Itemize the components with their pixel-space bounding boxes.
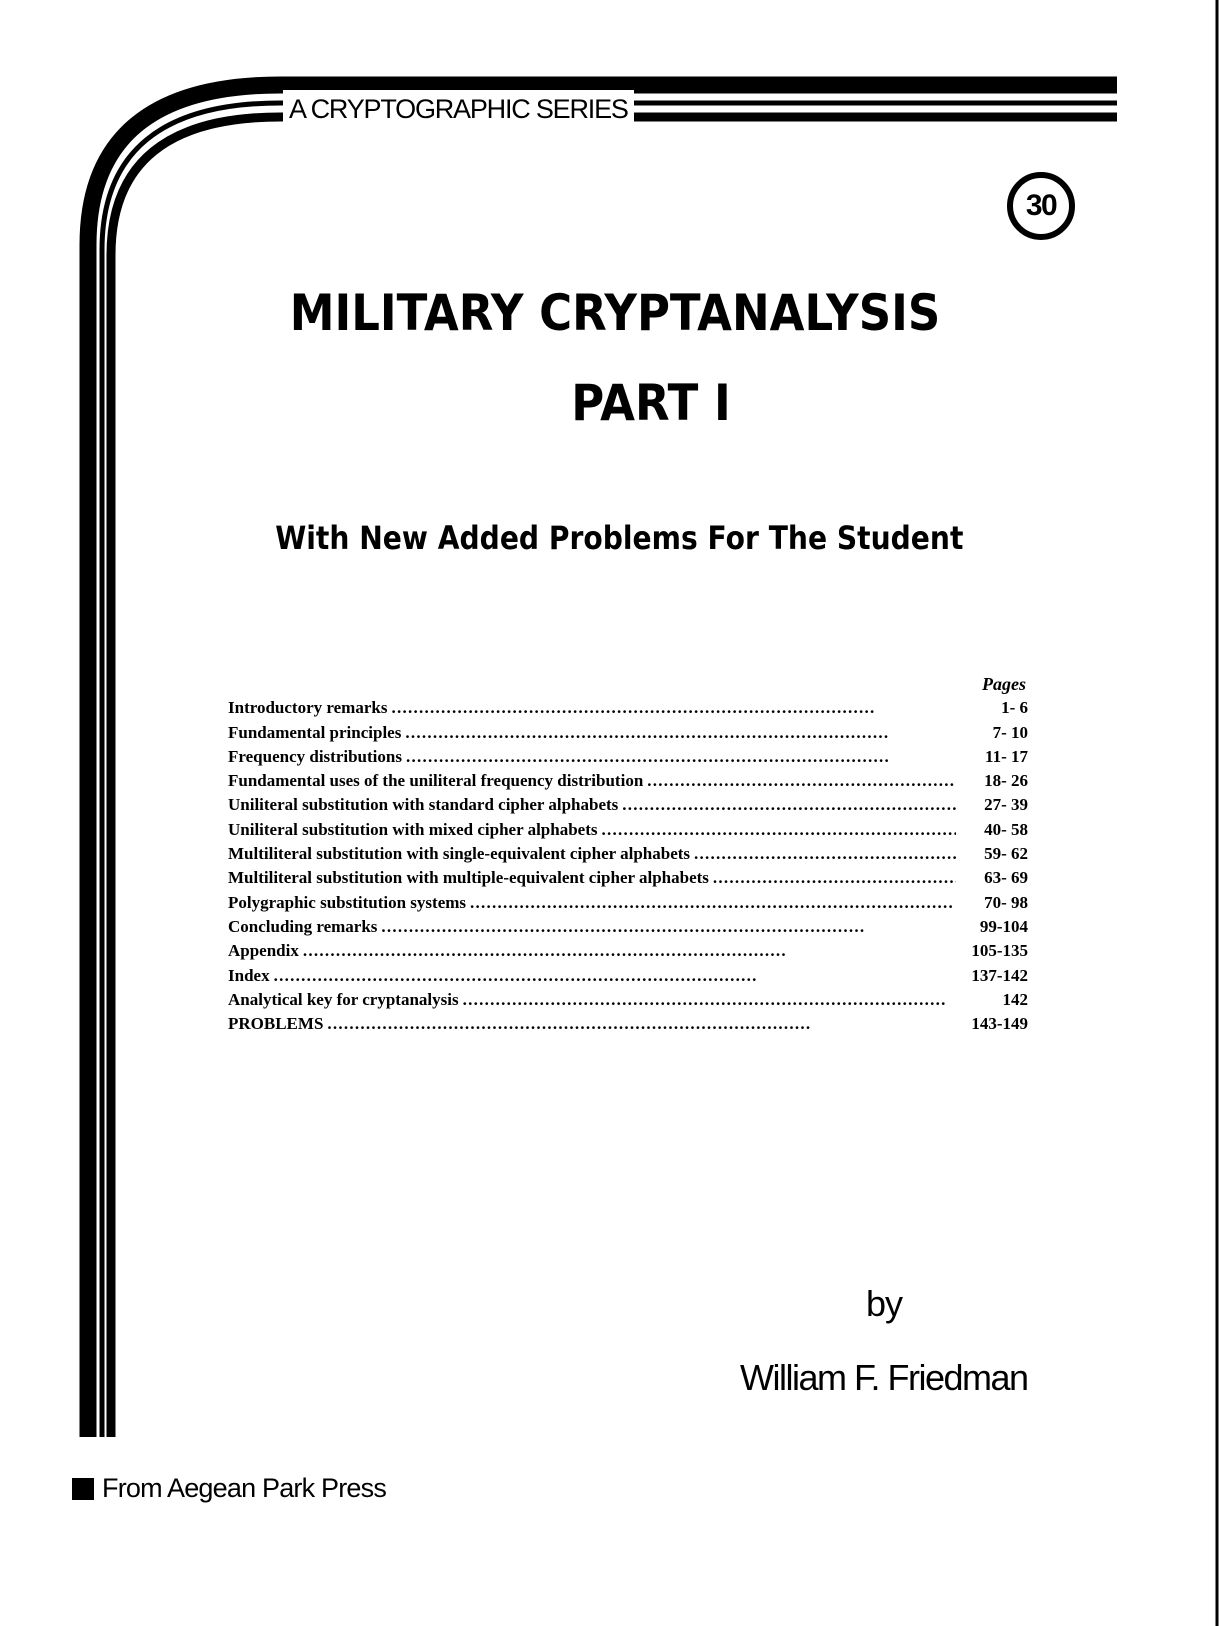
table-of-contents	[228, 672, 1028, 1036]
toc-entry-pages: 59- 62	[984, 844, 1028, 864]
toc-entry-label: Uniliteral substitution with mixed cipher alphabets	[228, 819, 598, 839]
toc-entry	[228, 915, 1028, 939]
toc-entry-label: Polygraphic substitution systems	[228, 892, 467, 912]
toc-entry-label: Index	[228, 965, 270, 985]
toc-entry-pages: 70- 98	[984, 892, 1028, 912]
toc-entry	[228, 721, 1028, 745]
toc-entry-label: Uniliteral substitution with standard cipher alphabets	[228, 795, 619, 815]
toc-entry	[228, 769, 1028, 793]
toc-entry	[228, 696, 1028, 720]
toc-leader-dots	[381, 915, 956, 939]
toc-leader-dots	[694, 842, 956, 866]
toc-entry	[228, 842, 1028, 866]
publisher-name: From Aegean Park Press	[102, 1473, 387, 1503]
toc-entry-pages: 142	[1002, 989, 1028, 1009]
volume-number-badge: 30	[1007, 172, 1075, 240]
toc-leader-dots	[327, 1012, 956, 1036]
author-name: William F. Friedman	[740, 1357, 1028, 1398]
publisher-line	[72, 1473, 386, 1504]
toc-entry-label: Fundamental uses of the uniliteral frequency distribution	[228, 771, 644, 791]
square-bullet-icon	[72, 1478, 94, 1500]
toc-entry-pages: 63- 69	[984, 868, 1028, 888]
series-label: A CRYPTOGRAPHIC SERIES	[283, 90, 634, 128]
title-line-1: MILITARY CRYPTANALYSIS	[289, 284, 941, 342]
toc-leader-dots	[303, 939, 956, 963]
toc-entry	[228, 793, 1028, 817]
toc-pages-header: Pages	[982, 674, 1026, 694]
toc-leader-dots	[470, 891, 956, 915]
toc-leader-dots	[622, 793, 956, 817]
toc-entry-pages: 11- 17	[985, 746, 1028, 766]
toc-entry-label: PROBLEMS	[228, 1014, 324, 1034]
byline-by: by	[866, 1283, 903, 1324]
toc-entry	[228, 988, 1028, 1012]
toc-entry-pages: 18- 26	[984, 771, 1028, 791]
book-subtitle: With New Added Problems For The Student	[275, 519, 964, 557]
toc-leader-dots	[463, 988, 956, 1012]
toc-entry-label: Analytical key for cryptanalysis	[228, 989, 459, 1009]
book-title	[0, 283, 1221, 433]
toc-leader-dots	[601, 818, 956, 842]
toc-entry-label: Frequency distributions	[228, 746, 402, 766]
toc-leader-dots	[406, 745, 956, 769]
toc-entry-label: Multiliteral substitution with single-equivalent cipher alphabets	[228, 844, 691, 864]
toc-entry-label: Introductory remarks	[228, 698, 388, 718]
toc-entry-pages: 137-142	[971, 965, 1028, 985]
toc-entry-pages: 40- 58	[984, 819, 1028, 839]
toc-entry	[228, 1012, 1028, 1036]
toc-leader-dots	[405, 721, 956, 745]
title-line-2: PART I	[571, 374, 731, 432]
toc-entry-pages: 105-135	[971, 941, 1028, 961]
toc-entry	[228, 939, 1028, 963]
toc-entry-label: Appendix	[228, 941, 299, 961]
toc-entry-pages: 1- 6	[1001, 698, 1028, 718]
toc-entry-pages: 99-104	[979, 916, 1028, 936]
toc-entry-pages: 27- 39	[984, 795, 1028, 815]
toc-leader-dots	[647, 769, 956, 793]
toc-entry	[228, 891, 1028, 915]
toc-entry-label: Multiliteral substitution with multiple-equivalent cipher alphabets	[228, 868, 709, 888]
toc-entry	[228, 866, 1028, 890]
toc-entry-label: Fundamental principles	[228, 722, 402, 742]
toc-entry-pages: 7- 10	[992, 722, 1028, 742]
toc-leader-dots	[713, 866, 956, 890]
toc-entry-pages: 143-149	[971, 1014, 1028, 1034]
toc-entry	[228, 745, 1028, 769]
toc-entry-label: Concluding remarks	[228, 916, 378, 936]
toc-entry	[228, 964, 1028, 988]
toc-entry	[228, 818, 1028, 842]
toc-leader-dots	[391, 696, 956, 720]
toc-leader-dots	[274, 964, 956, 988]
